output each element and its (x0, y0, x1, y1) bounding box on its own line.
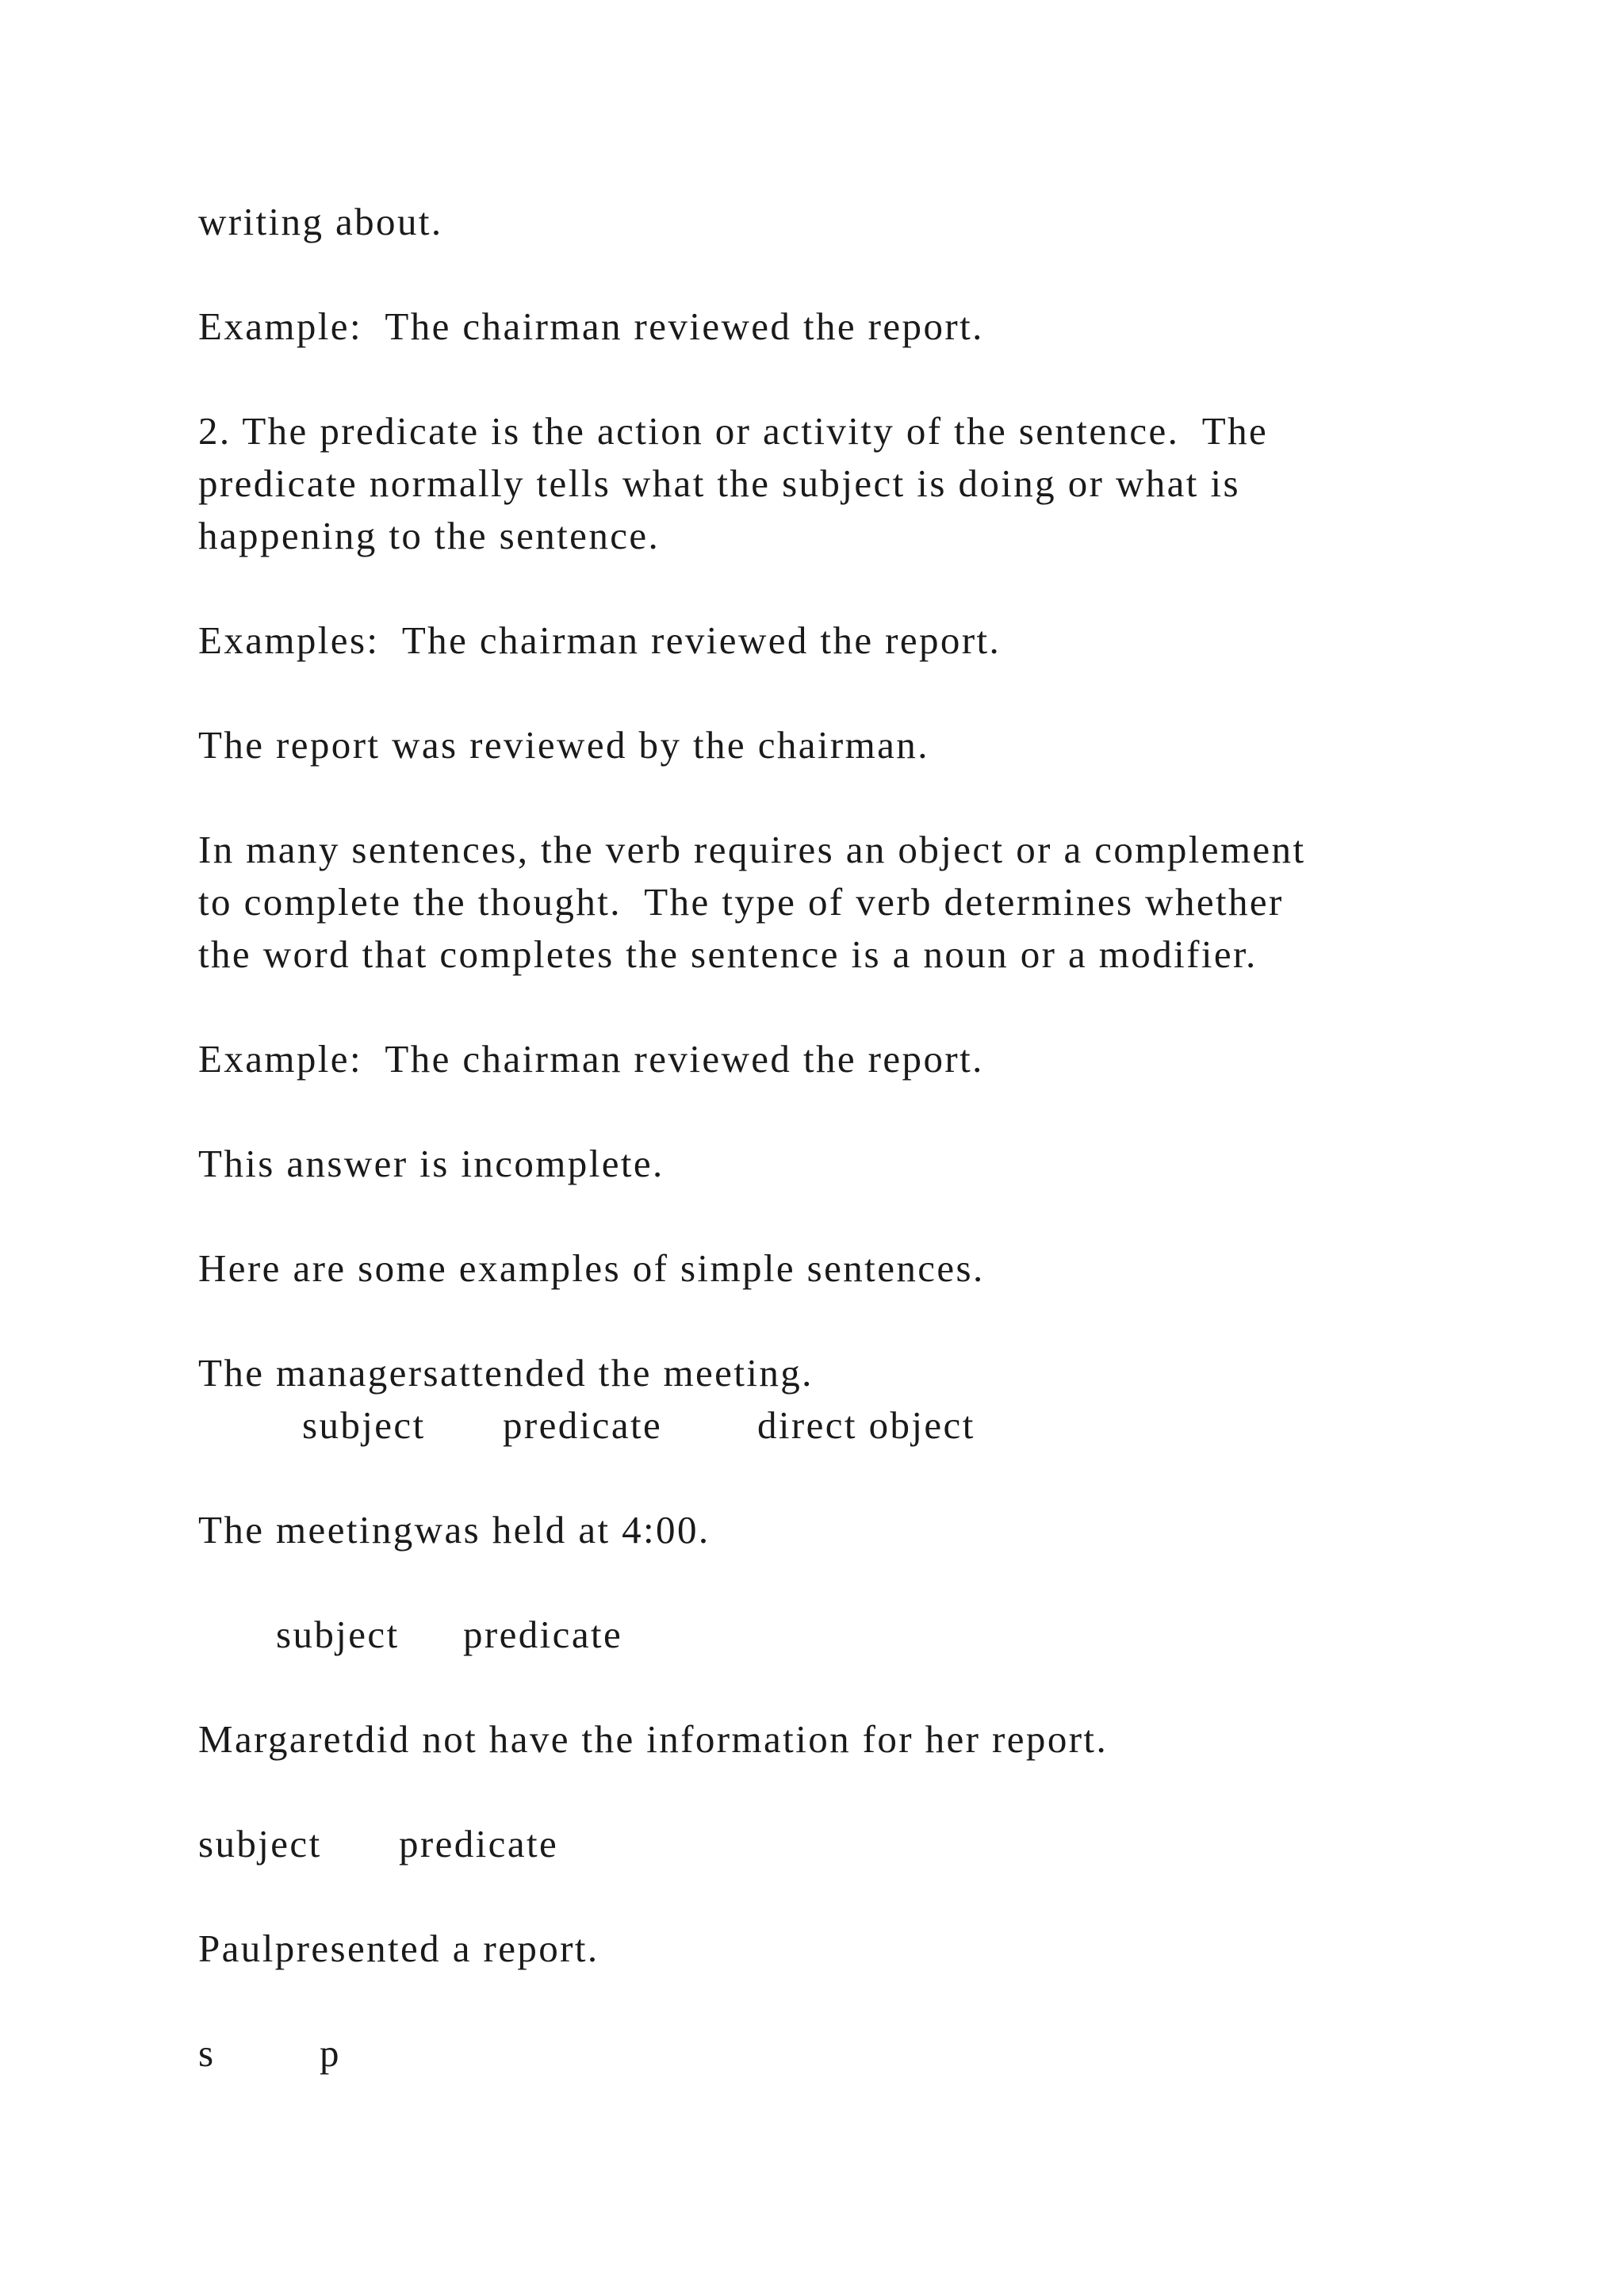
simple-sentences-intro: Here are some examples of simple sentences. (198, 1246, 985, 1290)
complement-paragraph-line-2: to complete the thought. The type of verb determines whether (198, 880, 1284, 924)
complement-paragraph-line-3: the word that completes the sentence is a noun or a modifier. (198, 932, 1258, 976)
predicate-example-1: Examples: The chairman reviewed the report. (198, 618, 1002, 662)
sentence-3-label-predicate: predicate (399, 1822, 559, 1866)
predicate-definition-line-1: 2. The predicate is the action or activity of the sentence. The (198, 409, 1269, 453)
complement-paragraph-line-1: In many sentences, the verb requires an object or a complement (198, 828, 1306, 871)
example-sentence-3: Margaretdid not have the information for her report. (198, 1717, 1109, 1761)
sentence-2-label-subject: subject (276, 1613, 400, 1656)
sentence-2-label-predicate: predicate (463, 1613, 623, 1656)
continuation-line: writing about. (198, 200, 443, 243)
complement-example: Example: The chairman reviewed the report. (198, 1037, 984, 1081)
incomplete-note: This answer is incomplete. (198, 1142, 665, 1185)
example-sentence-2: The meetingwas held at 4:00. (198, 1508, 710, 1552)
predicate-example-2: The report was reviewed by the chairman. (198, 723, 929, 767)
subject-example: Example: The chairman reviewed the report. (198, 304, 984, 348)
sentence-4-label-p: p (320, 2031, 341, 2075)
predicate-definition-line-2: predicate normally tells what the subject is doing or what is (198, 461, 1240, 505)
sentence-3-label-subject: subject (198, 1822, 322, 1866)
example-sentence-4: Paulpresented a report. (198, 1927, 599, 1970)
sentence-1-label-direct-object: direct object (757, 1403, 975, 1447)
predicate-definition-line-3: happening to the sentence. (198, 514, 661, 557)
sentence-1-label-predicate: predicate (503, 1403, 663, 1447)
sentence-4-label-s: s (198, 2031, 216, 2075)
sentence-1-label-subject: subject (302, 1403, 426, 1447)
example-sentence-1: The managersattended the meeting. (198, 1351, 814, 1395)
